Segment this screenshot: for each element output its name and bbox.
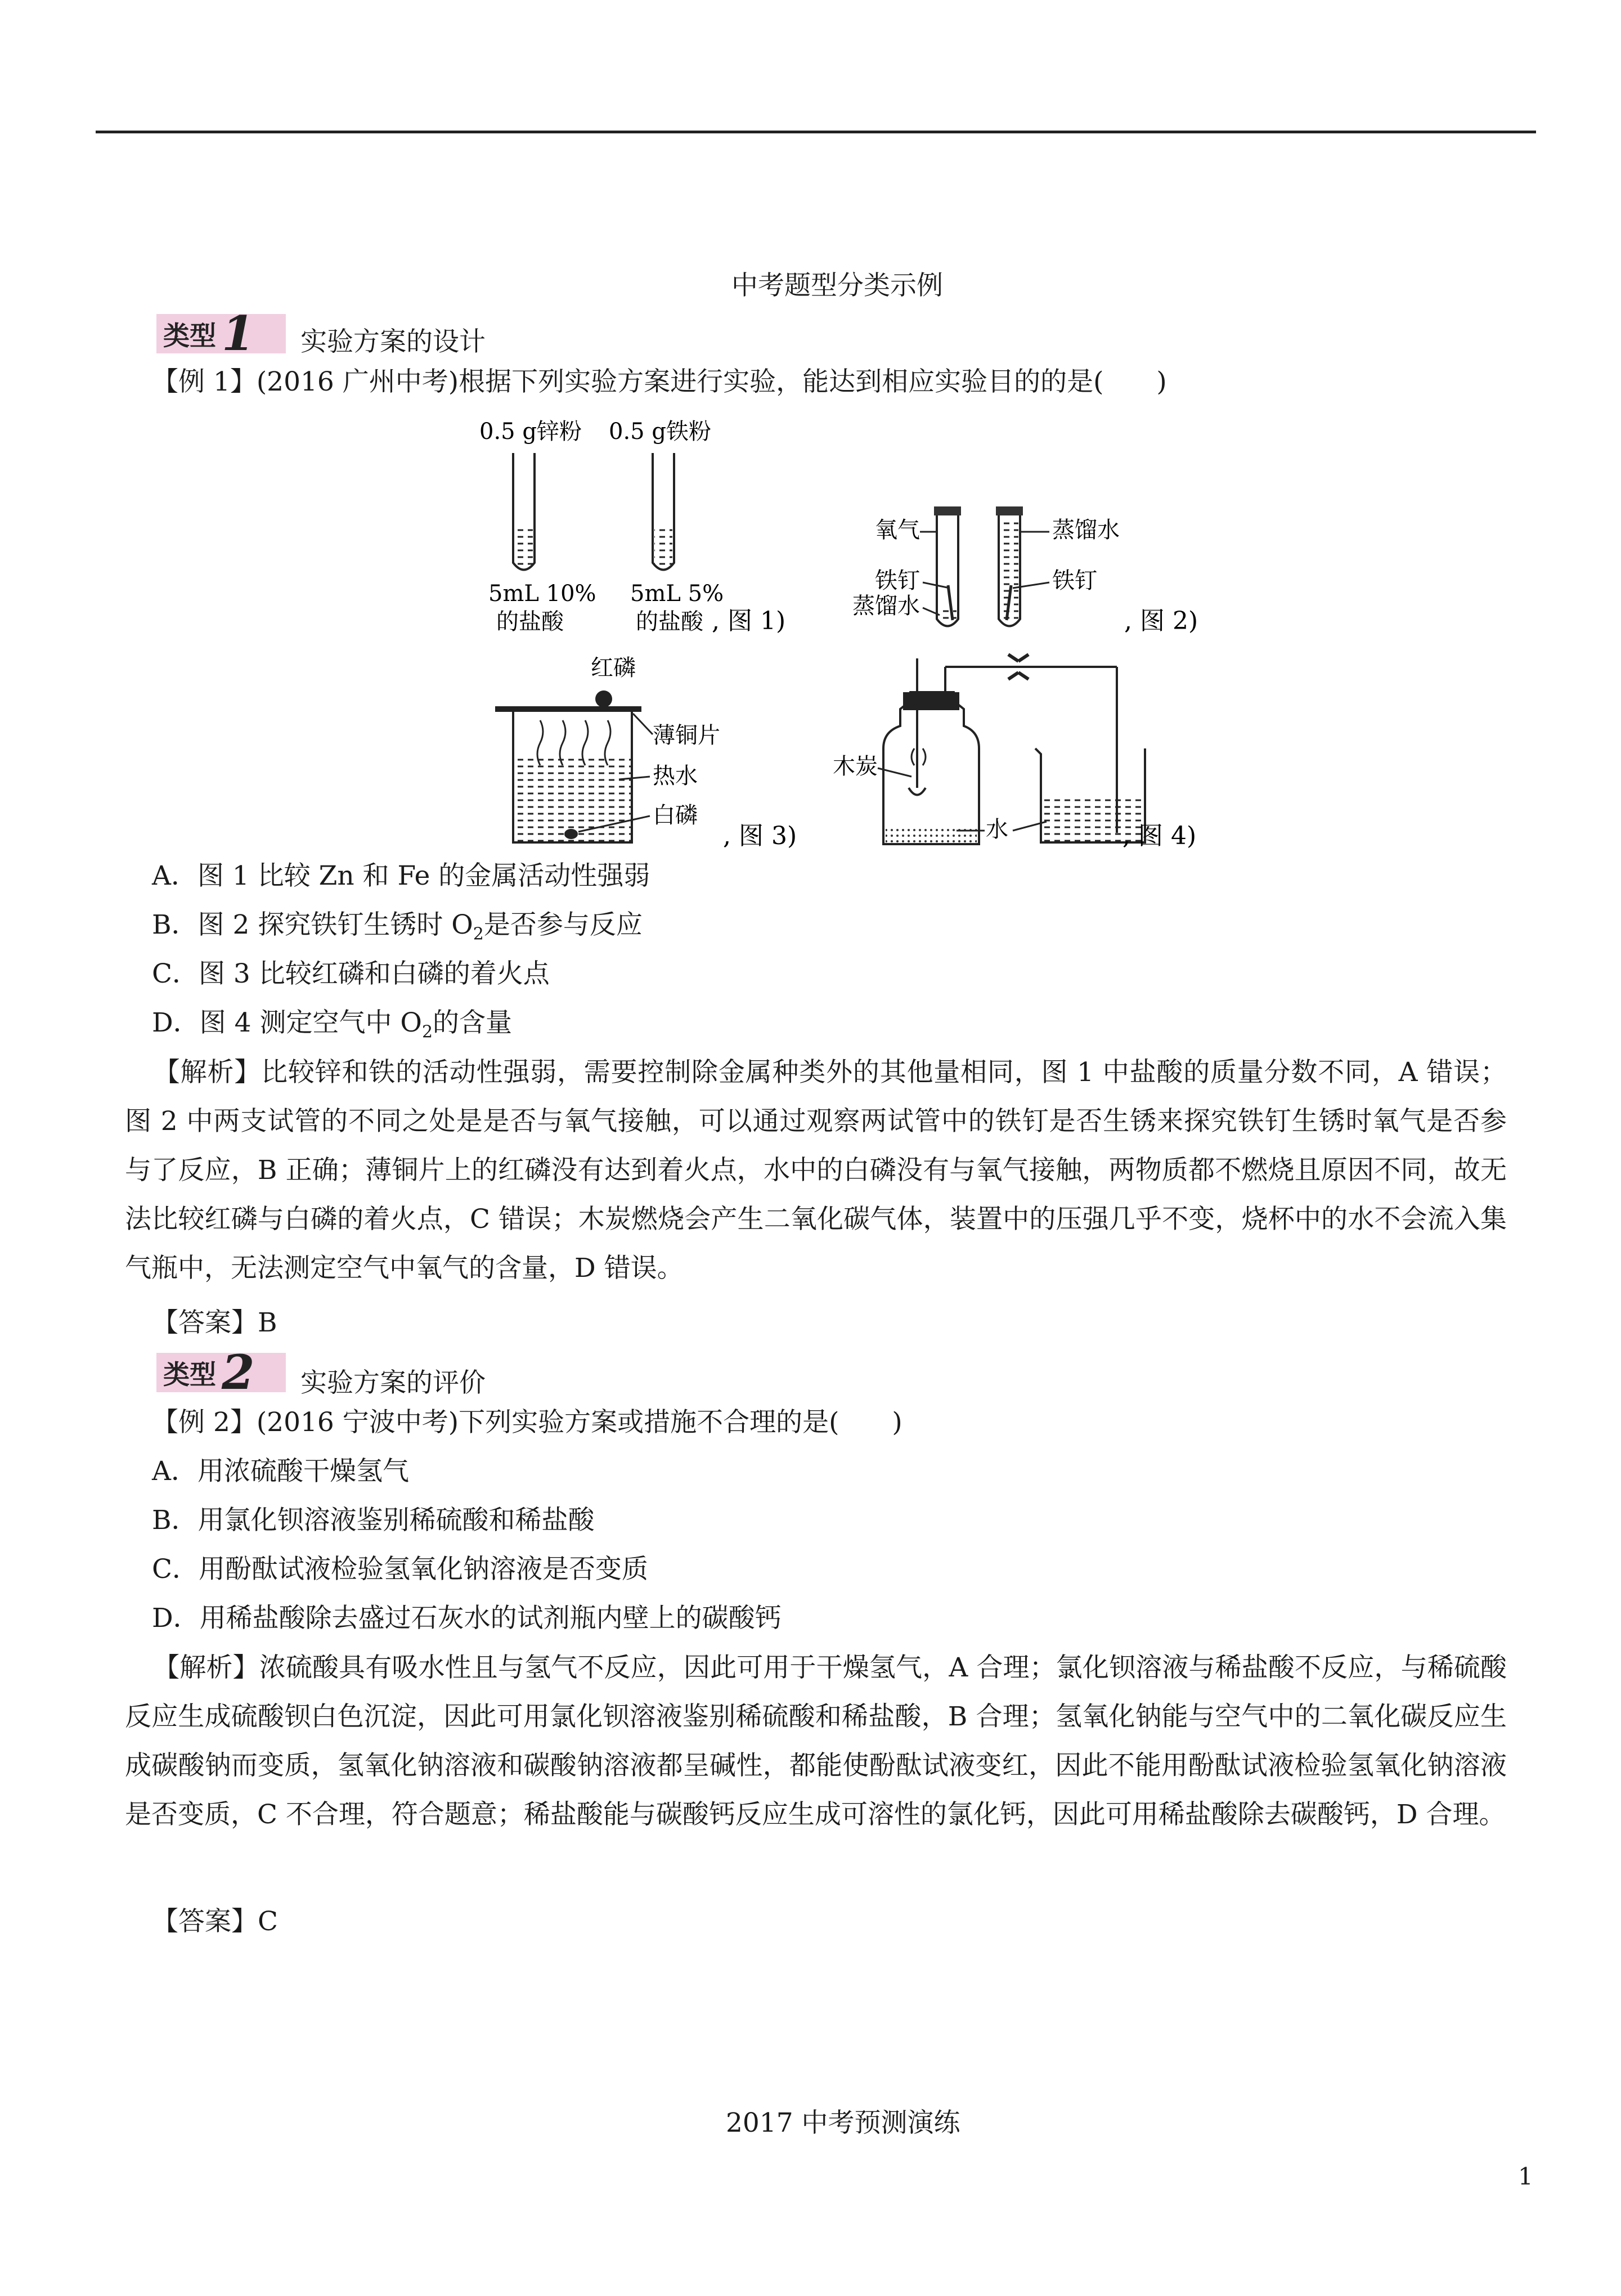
fig3-copper-label: 薄铜片 — [653, 723, 720, 748]
figure-4 — [833, 654, 1196, 850]
fig2-stopper-right — [996, 506, 1023, 515]
fig4-water-label: 水 — [986, 817, 1008, 842]
page-number: 1 — [1518, 2163, 1533, 2190]
type-number: 1 — [222, 306, 255, 361]
fig1-acid-1 — [515, 526, 533, 566]
type-label: 类型 — [163, 1359, 216, 1391]
ex2-answer: 【答案】C — [152, 1906, 278, 1937]
fig1-tube1-top-label: 0.5 g锌粉 — [479, 419, 582, 445]
type-label: 类型 — [163, 320, 216, 352]
ex1-answer: 【答案】B — [152, 1307, 277, 1338]
example-2-question: 【例 2】(2016 宁波中考)下列实验方案或措施不合理的是( ) — [152, 1407, 902, 1438]
ex1-option-d: D．图 4 测定空气中 $O_2$的含量 — [152, 1007, 513, 1042]
section-title-1: 实验方案的设计 — [300, 326, 486, 357]
ex1-option-b: B．图 2 探究铁钉生锈时 $O_2$是否参与反应 — [152, 909, 643, 944]
fig1-tube1-label-2: 的盐酸 — [496, 609, 564, 635]
fig1-acid-2 — [654, 526, 672, 566]
fig1-caption: , 图 1) — [712, 607, 786, 635]
fig3-red-phosphorus-label: 红磷 — [591, 655, 636, 681]
figure-1 — [479, 419, 785, 635]
fig2-caption: , 图 2) — [1124, 607, 1198, 635]
ex1-option-c: C．图 3 比较红磷和白磷的着火点 — [152, 958, 550, 989]
fig4-bottle-water — [886, 827, 977, 843]
experiment-figures — [0, 0, 1621, 878]
section-title-2: 实验方案的评价 — [300, 1367, 486, 1398]
fig4-charcoal-label: 木炭 — [833, 754, 878, 779]
fig2-oxygen-label: 氧气 — [875, 517, 920, 543]
ex2-option-b: B．用氯化钡溶液鉴别稀硫酸和稀盐酸 — [152, 1505, 595, 1536]
ex1-option-a: A．图 1 比较 Zn 和 Fe 的金属活动性强弱 — [152, 860, 650, 891]
fig3-hot-water-label: 热水 — [653, 763, 698, 789]
example-1-question: 【例 1】(2016 广州中考)根据下列实验方案进行实验，能达到相应实验目的的是( ) — [152, 366, 1167, 397]
fig2-nail-right-label: 铁钉 — [1052, 568, 1097, 594]
fig4-bottle — [883, 692, 979, 844]
type-badge-2 — [156, 1344, 286, 1400]
footer-section-title: 2017 中考预测演练 — [726, 2107, 960, 2138]
ex2-option-d: D．用稀盐酸除去盛过石灰水的试剂瓶内壁上的碳酸钙 — [152, 1603, 782, 1634]
fig3-red-phosphorus — [595, 690, 612, 707]
figure-3 — [495, 655, 797, 850]
fig2-stopper-left — [934, 506, 961, 515]
fig3-white-phosphorus — [564, 829, 578, 839]
ex2-analysis: 【解析】浓硫酸具有吸水性且与氢气不反应，因此可用于干燥氢气，A 合理；氯化钡溶液与稀盐酸不反应，与稀硫酸反应生成硫酸钡白色沉淀，因此可用氯化钡溶液鉴别稀硫酸和稀盐酸，B 合理；氢氧化钠能与空气中的二氧化碳反应生成碳酸钠而变质，氢氧化钠溶液和碳酸钠溶液都呈碱性，都能使酚酞试液变红，因此不能用酚酞试液检验氢氧化钠溶液是否变质，C 不合理，符合题意；稀盐酸能与碳酸钙反应生成可溶性的氯化钙，因此可用稀盐酸除去碳酸钙，D 合理。 — [125, 1652, 1507, 1830]
fig4-stopper — [903, 692, 959, 710]
type-number: 2 — [222, 1344, 255, 1400]
page-title: 中考题型分类示例 — [731, 270, 943, 301]
fig1-tube2-top-label: 0.5 g铁粉 — [609, 419, 711, 445]
fig1-tube1-label-1: 5mL 10% — [488, 581, 596, 607]
fig1-tube2-label-2: 的盐酸 — [636, 609, 703, 635]
fig2-water-right-label: 蒸馏水 — [1052, 517, 1120, 543]
fig1-tube2-label-1: 5mL 5% — [630, 581, 724, 607]
ex2-option-c: C．用酚酞试液检验氢氧化钠溶液是否变质 — [152, 1554, 648, 1585]
fig3-caption: , 图 3) — [723, 822, 797, 850]
figure-2 — [852, 506, 1198, 635]
fig3-white-phosphorus-label: 白磷 — [653, 802, 698, 828]
fig2-nail-left-label: 铁钉 — [875, 568, 920, 594]
fig3-hot-water — [515, 754, 631, 841]
fig4-combustion-spoon — [909, 788, 926, 795]
fig2-water-left-label: 蒸馏水 — [852, 593, 920, 619]
ex2-option-a: A．用浓硫酸干燥氢气 — [152, 1456, 409, 1487]
fig3-copper-sheet — [495, 706, 641, 712]
ex1-analysis: 【解析】比较锌和铁的活动性强弱，需要控制除金属种类外的其他量相同，图 1 中盐酸的质量分数不同，A 错误；图 2 中两支试管的不同之处是是否与氧气接触，可以通过观察两试管中的铁钉是否生锈来探究铁钉生锈时氧气是否参与了反应，B 正确；薄铜片上的红磷没有达到着火点，水中的白磷没有与氧气接触，两物质都不燃烧且原因不同，故无法比较红磷与白磷的着火点，C 错误；木炭燃烧会产生二氧化碳气体，装置中的压强几乎不变，烧杯中的水不会流入集气瓶中，无法测定空气中氧气的含量，D 错误。 — [125, 1057, 1507, 1284]
fig4-caption: , 图 4) — [1122, 822, 1197, 850]
